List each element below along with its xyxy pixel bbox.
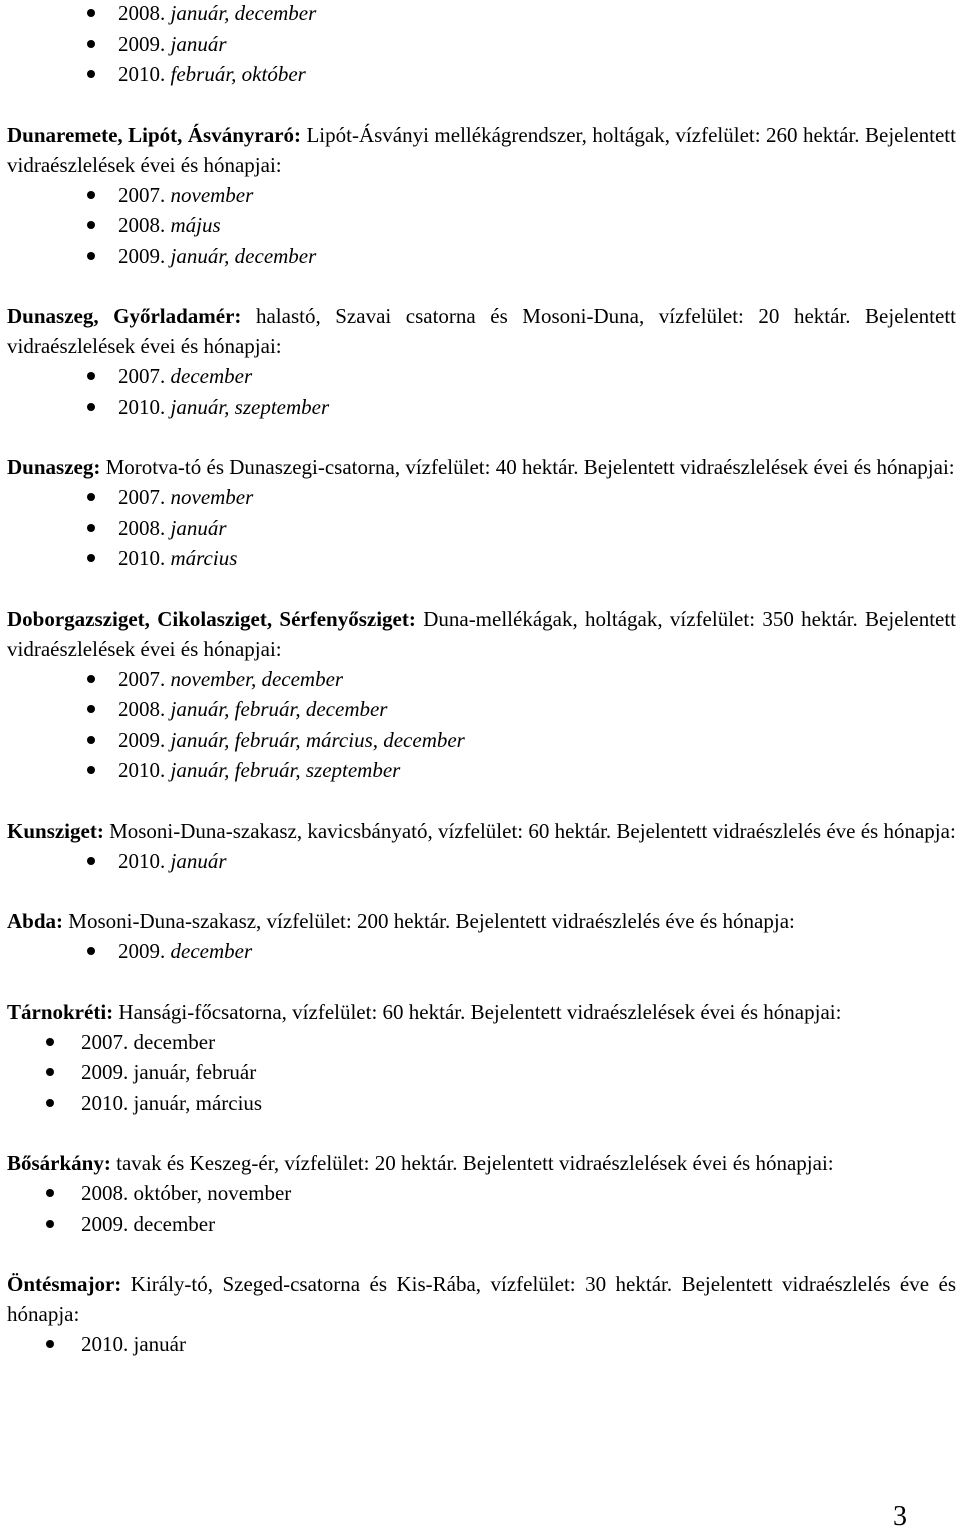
list-item: 2009. január bbox=[7, 29, 956, 60]
site-description: Mosoni-Duna-szakasz, kavicsbányató, vízfelület: 60 hektár. Bejelentett vidraészlelés éve és hónapja: bbox=[109, 818, 956, 843]
list-item: 2010. január bbox=[7, 1329, 956, 1360]
bullet-icon bbox=[46, 1038, 54, 1046]
list-item: 2008. január, február, december bbox=[7, 694, 956, 725]
bullet-icon bbox=[87, 736, 95, 744]
site-description: halastó, Szavai csatorna és Mosoni-Duna, vízfelület: 20 hektár. Bejelentett vidraészlelések évei és hónapjai: bbox=[7, 304, 957, 358]
date-list bbox=[7, 0, 956, 90]
date-list bbox=[7, 482, 956, 574]
site-name: Tárnokréti: bbox=[7, 999, 114, 1024]
site-entry bbox=[7, 452, 956, 482]
site-description: Morotva-tó és Dunaszegi-csatorna, vízfelület: 40 hektár. Bejelentett vidraészlelések évei és hónapjai: bbox=[105, 455, 955, 479]
site-entry bbox=[7, 906, 956, 936]
bullet-icon bbox=[87, 493, 95, 501]
site-name: Abda: bbox=[7, 909, 64, 933]
list-item: 2009. december bbox=[7, 1209, 956, 1240]
bullet-icon bbox=[46, 1189, 54, 1197]
list-item: 2010. január, szeptember bbox=[7, 392, 956, 423]
list-item: 2008. október, november bbox=[7, 1178, 956, 1209]
date-list bbox=[7, 361, 956, 422]
bullet-icon bbox=[87, 403, 95, 411]
site-name: Dunaszeg: bbox=[7, 455, 101, 479]
site-description: Hansági-főcsatorna, vízfelület: 60 hektár. Bejelentett vidraészlelések évei és hónapjai: bbox=[118, 999, 842, 1024]
bullet-icon bbox=[87, 191, 95, 199]
bullet-icon bbox=[46, 1099, 54, 1107]
site-entry bbox=[7, 1148, 956, 1178]
site-description: Mosoni-Duna-szakasz, vízfelület: 200 hektár. Bejelentett vidraészlelés éve és hónapja: bbox=[68, 909, 795, 933]
document-page bbox=[7, 0, 956, 1360]
bullet-icon bbox=[87, 554, 95, 562]
list-item: 2010. január, március bbox=[7, 1088, 956, 1119]
list-item: 2010. január, február, szeptember bbox=[7, 755, 956, 786]
bullet-icon bbox=[87, 9, 95, 17]
bullet-icon bbox=[87, 766, 95, 774]
list-item: 2009. január, február, március, december bbox=[7, 725, 956, 756]
list-item: 2007. november bbox=[7, 482, 956, 513]
date-list bbox=[7, 1329, 956, 1360]
list-item: 2007. december bbox=[7, 361, 956, 392]
list-item: 2008. január bbox=[7, 513, 956, 544]
list-item: 2008. január, december bbox=[7, 0, 956, 29]
site-entry bbox=[7, 120, 956, 180]
site-name: Kunsziget: bbox=[7, 818, 104, 843]
date-list bbox=[7, 1027, 956, 1119]
list-item: 2009. január, február bbox=[7, 1057, 956, 1088]
bullet-icon bbox=[87, 40, 95, 48]
list-item: 2007. november bbox=[7, 180, 956, 211]
list-item: 2007. november, december bbox=[7, 664, 956, 695]
bullet-icon bbox=[87, 524, 95, 532]
bullet-icon bbox=[87, 857, 95, 865]
list-item: 2009. december bbox=[7, 936, 956, 967]
bullet-icon bbox=[46, 1068, 54, 1076]
date-list bbox=[7, 180, 956, 272]
bullet-icon bbox=[87, 675, 95, 683]
bullet-icon bbox=[87, 252, 95, 260]
site-entry bbox=[7, 997, 956, 1027]
list-item: 2010. január bbox=[7, 846, 956, 877]
site-entry bbox=[7, 604, 956, 664]
site-name: Dunaremete, Lipót, Ásványraró: bbox=[7, 122, 302, 147]
date-list bbox=[7, 1178, 956, 1239]
bullet-icon bbox=[87, 947, 95, 955]
site-name: Bősárkány: bbox=[7, 1151, 111, 1175]
site-name: Doborgazsziget, Cikolasziget, Sérfenyősziget: bbox=[7, 606, 416, 631]
site-description: Király-tó, Szeged-csatorna és Kis-Rába, vízfelület: 30 hektár. Bejelentett vidraészlelés éve és hónapja: bbox=[7, 1272, 956, 1326]
site-entry bbox=[7, 1269, 956, 1329]
bullet-icon bbox=[87, 70, 95, 78]
list-item: 2010. március bbox=[7, 543, 956, 574]
bullet-icon bbox=[87, 705, 95, 713]
bullet-icon bbox=[87, 372, 95, 380]
date-list bbox=[7, 846, 956, 877]
site-description: tavak és Keszeg-ér, vízfelület: 20 hektár. Bejelentett vidraészlelések évei és hónapjai: bbox=[116, 1151, 834, 1175]
date-list bbox=[7, 936, 956, 967]
bullet-icon bbox=[46, 1340, 54, 1348]
site-name: Dunaszeg, Győrladamér: bbox=[7, 304, 242, 328]
site-entry bbox=[7, 301, 956, 361]
list-item: 2008. május bbox=[7, 210, 956, 241]
site-name: Öntésmajor: bbox=[7, 1272, 122, 1296]
date-list bbox=[7, 664, 956, 786]
site-description: Duna-mellékágak, holtágak, vízfelület: 350 hektár. Bejelentett vidraészlelések évei és hónapjai: bbox=[7, 606, 957, 661]
page-number: 3 bbox=[893, 1501, 907, 1532]
site-description: Lipót-Ásványi mellékágrendszer, holtágak, vízfelület: 260 hektár. Bejelentett vidraészlelések évei és hónapjai: bbox=[7, 122, 956, 177]
site-entry bbox=[7, 816, 956, 846]
bullet-icon bbox=[87, 221, 95, 229]
bullet-icon bbox=[46, 1220, 54, 1228]
list-item: 2009. január, december bbox=[7, 241, 956, 272]
list-item: 2007. december bbox=[7, 1027, 956, 1058]
list-item: 2010. február, október bbox=[7, 59, 956, 90]
